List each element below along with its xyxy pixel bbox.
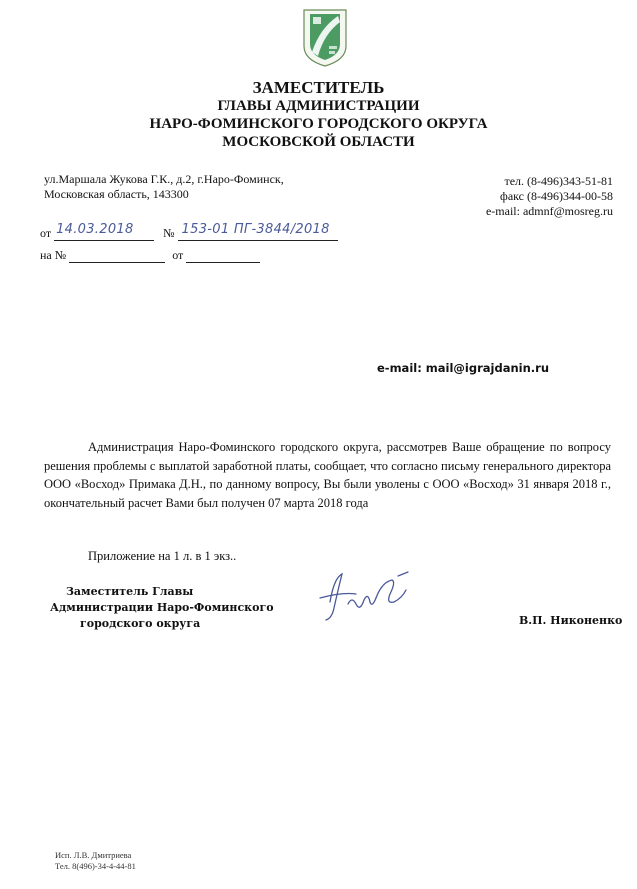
executor-phone: Тел. 8(496)-34-4-44-81 [55,861,136,871]
contact-email: e-mail: admnf@mosreg.ru [485,204,613,218]
body-paragraph: Администрация Наро-Фоминского городского округа, рассмотрев Ваше обращение по вопросу решения проблемы с выплатой заработной платы, сообщает, что согласно письму генерального директора ООО «Восход» Примака Д.Н., по данному вопросу, Вы были уволены с ООО «Восход» 31 января 2018 г., окончательный расчет Вами был получен 07 марта 2018 года [44,440,611,510]
header-title-line2: ГЛАВЫ АДМИНИСТРАЦИИ [217,98,420,114]
reply-number-field [69,248,165,263]
signatory-title-line1: Заместитель Главы [66,585,194,598]
number-label: № [163,226,175,240]
coat-of-arms-icon [300,8,350,68]
address-line1: ул.Маршала Жукова Г.К., д.2, г.Наро-Фоминск, [44,172,284,186]
header-title-line4: МОСКОВСКОЙ ОБЛАСТИ [222,134,415,150]
signatory-title-line2: Администрации Наро-Фоминского [50,601,274,614]
reply-registration-line [40,248,300,263]
handwritten-signature [312,568,422,628]
address-line2: Московская область, 143300 [44,187,189,201]
number-field [178,222,338,241]
reply-number-label: на № [40,248,67,262]
executor-info [55,850,136,872]
sender-address [44,172,284,202]
executor-name: Исп. Л.В. Дмитриева [55,850,132,860]
signatory-name: В.П. Никоненко [519,614,623,627]
registration-number: 153-01 ПГ-3844/2018 [181,222,330,237]
date-field [54,222,154,241]
attachment-note: Приложение на 1 л. в 1 экз.. [88,549,237,563]
signatory-title-line3: городского округа [80,617,201,630]
phone-number: тел. (8-496)343-51-81 [504,174,613,188]
header-title-line1: ЗАМЕСТИТЕЛЬ [252,78,385,97]
sender-contacts [486,174,613,219]
fax-number: факс (8-496)344-00-58 [500,189,613,203]
reply-from-label: от [172,248,184,262]
recipient-email: e-mail: mail@igrajdanin.ru [377,361,550,375]
registration-date: 14.03.2018 [56,222,134,237]
registration-line [40,222,360,241]
letter-body [44,438,611,512]
from-label: от [40,226,52,240]
header-title-line3: НАРО-ФОМИНСКОГО ГОРОДСКОГО ОКРУГА [149,116,488,132]
reply-date-field [186,248,260,263]
